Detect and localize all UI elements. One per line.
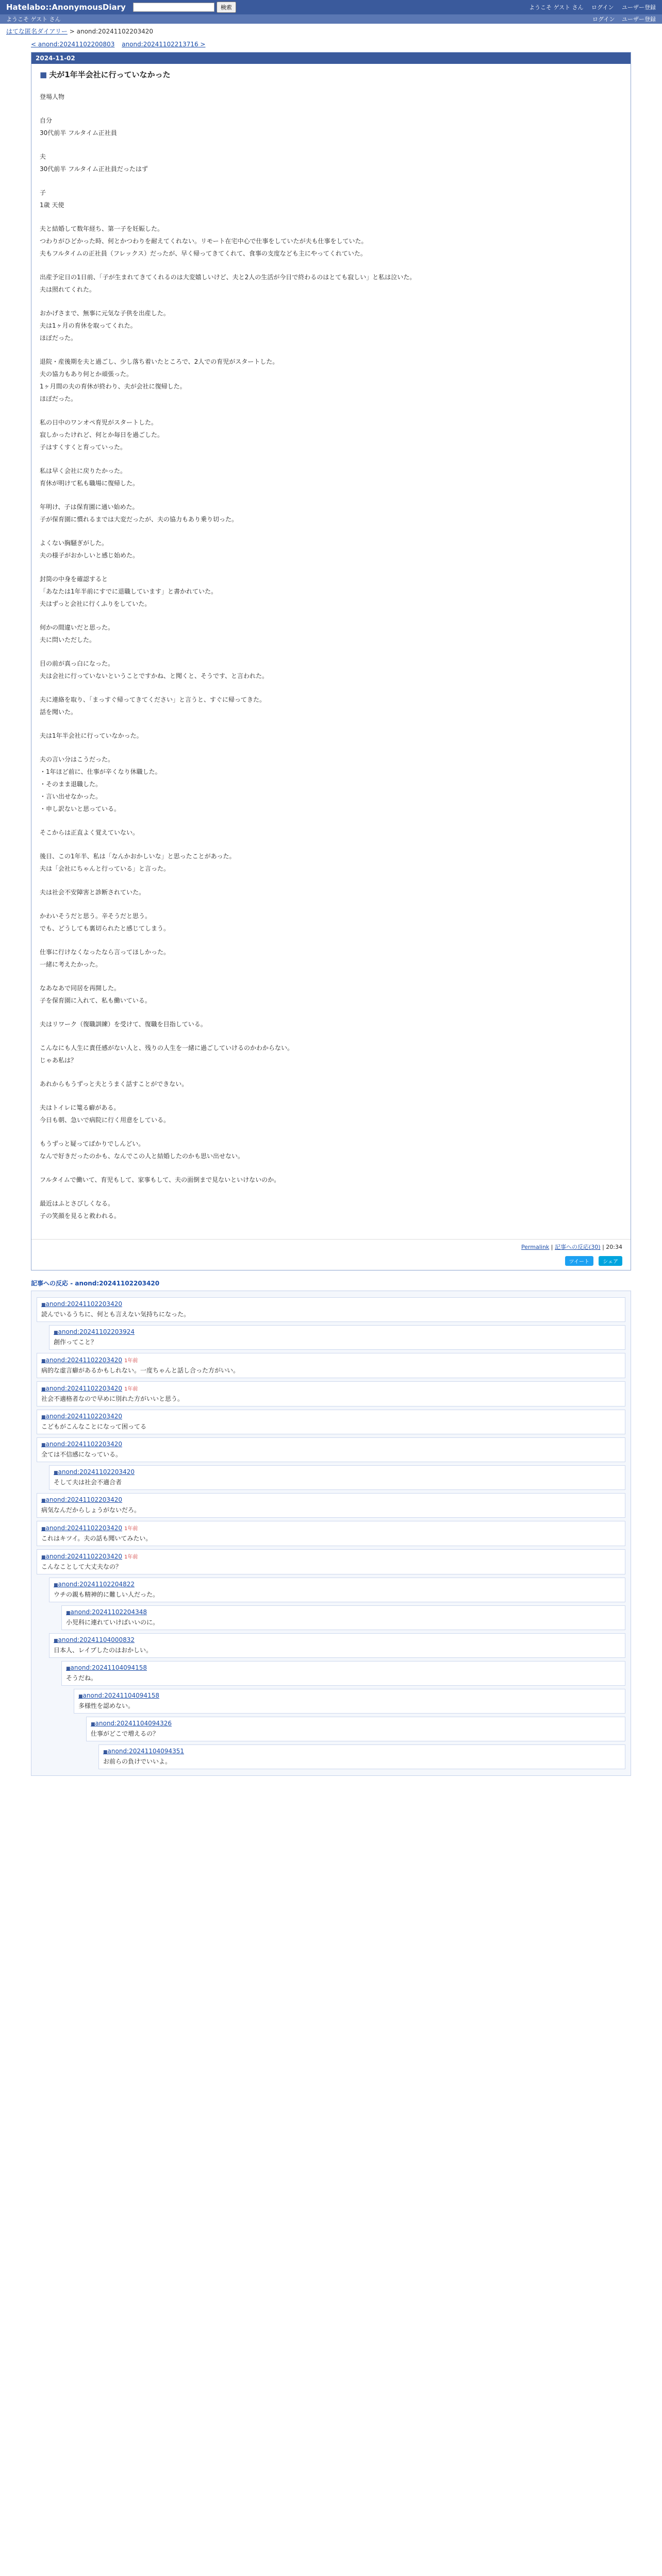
entry-paragraph: [40, 466, 622, 488]
header-links: [523, 3, 656, 11]
entry-paragraph: [40, 309, 622, 343]
breadcrumb: [0, 24, 662, 39]
share-buttons: [31, 1254, 631, 1270]
comment-item: [86, 1717, 625, 1741]
trackback-link[interactable]: 記事への反応(30): [555, 1244, 601, 1250]
header-link-register[interactable]: ユーザー登録: [622, 4, 656, 11]
entry-line: 夫に連絡を取り、「まっすぐ帰ってきてください」と言うと、すぐに帰ってきた。: [40, 696, 266, 703]
entry-line: つわりがひどかった時、何とかつわりを耐えてくれない。リモート在宅中心で仕事をしていたが夫も仕事をしていた。: [40, 238, 368, 245]
entry-line: 登場人物: [40, 93, 65, 100]
comment-id-link[interactable]: ■ anond:20241102204348: [66, 1608, 147, 1616]
entry-line: なんで好きだったのかも、なんでこの人と結婚したのかも思い出せない。: [40, 1153, 244, 1160]
search-button[interactable]: 検索: [217, 2, 236, 13]
entry-line: ・そのまま退職した。: [40, 781, 102, 788]
main-content: [31, 39, 631, 1270]
comment-item: [98, 1744, 625, 1769]
comment-text: こんなことして大丈夫なの？: [41, 1563, 122, 1570]
search-input[interactable]: [133, 3, 214, 12]
comment-text: 仕事がどこで増えるの？: [91, 1730, 159, 1737]
entry-line: 「あなたは1年半前にすでに退職しています」と書かれていた。: [40, 588, 217, 595]
entry-line: 夫は照れてくれた。: [40, 286, 96, 293]
entry-line: 何かの間違いだと思った。: [40, 624, 114, 631]
entry-line: そこからは正直よく覚えていない。: [40, 829, 139, 836]
entry-paragraph: [40, 116, 622, 138]
title-square-icon: ■: [40, 70, 47, 79]
entry-line: 夫は社会不安障害と診断されていた。: [40, 889, 145, 896]
entry-paragraph: [40, 1043, 622, 1065]
comment-item: [37, 1521, 625, 1546]
comment-text: 日本人、レイプしたのはおかしい。: [54, 1647, 153, 1654]
comment-text: こどもがこんなことになって困ってる: [41, 1423, 147, 1430]
entry-line: 30代前半 フルタイム正社員: [40, 129, 117, 137]
entry-paragraph: [40, 755, 622, 814]
entry-line: ・1年ほど前に、仕事が辛くなり休職した。: [40, 768, 161, 775]
entry-line: こんなにも人生に責任感がない人と、残りの人生を一緒に過ごしていけるのかわからない。: [40, 1044, 294, 1052]
entry-paragraph: [40, 538, 622, 560]
comment-text: 病的な虚言癖があるかもしれない。一度ちゃんと話し合った方がいい。: [41, 1367, 240, 1374]
entry-line: 育休が明けて私も職場に復帰した。: [40, 480, 139, 487]
entry-line: 夫の様子がおかしいと感じ始めた。: [40, 552, 139, 559]
comment-text: 読んでいるうちに、何とも言えない気持ちになった。: [41, 1311, 190, 1318]
comment-id-link[interactable]: ■ anond:20241102203420: [41, 1385, 122, 1392]
comment-id-link[interactable]: ■ anond:20241102203420: [54, 1468, 135, 1476]
entry-line: 話を聞いた。: [40, 708, 77, 716]
next-entry-link[interactable]: anond:20241102213716 >: [122, 41, 206, 48]
entry-paragraph: [40, 188, 622, 210]
entry-line: 目の前が真っ白になった。: [40, 660, 114, 667]
comment-item: [37, 1381, 625, 1406]
entry-line: 出産予定日の1日前、「子が生まれてきてくれるのは大変嬉しいけど、夫と2人の生活が今日で終わるのはとても寂しい」と私は泣いた。: [40, 274, 416, 281]
permalink-link[interactable]: Permalink: [521, 1244, 550, 1250]
tweet-button[interactable]: ツイート: [565, 1256, 594, 1266]
comment-text: 社会不適格者なので早めに別れた方がいいと思う。: [41, 1395, 184, 1402]
sub-bar: [0, 14, 662, 24]
entry-line: 1歳 天使: [40, 201, 64, 209]
comment-id-link[interactable]: ■ anond:20241102203420: [41, 1496, 122, 1503]
entry-paragraph: [40, 224, 622, 258]
entry-paragraph: [40, 1103, 622, 1125]
comment-text: 病気なんだからしょうがないだろ。: [41, 1506, 141, 1514]
subbar-login[interactable]: ログイン: [592, 16, 615, 23]
entry-paragraphs: [40, 92, 622, 1221]
comment-item: [37, 1437, 625, 1462]
comment-item: [49, 1633, 625, 1658]
comment-text: 多様性を認めない。: [78, 1702, 135, 1709]
comment-text: これはキツイ。夫の話も聞いてみたい。: [41, 1535, 152, 1542]
entry-paragraph: [40, 852, 622, 873]
comment-text: ウチの親も精神的に難しい人だった。: [54, 1591, 159, 1598]
comment-id-link[interactable]: ■ anond:20241104094326: [91, 1720, 172, 1727]
comment-id-link[interactable]: ■ anond:20241102203420: [41, 1440, 122, 1448]
entry-line: おかげさまで、無事に元気な子供を出産した。: [40, 310, 170, 317]
comment-text: 創作ってこと？: [54, 1338, 97, 1346]
comment-badge: 1年前: [124, 1554, 138, 1560]
entry-line: ・言い出せなかった。: [40, 793, 102, 800]
entry-line: フルタイムで働いて、育児もして、家事もして、夫の面倒まで見ないといけないのか。: [40, 1176, 280, 1183]
entry-paragraph: [40, 1199, 622, 1221]
entry-line: 夫に問いただした。: [40, 636, 96, 643]
entry-paragraph: [40, 273, 622, 294]
diary-entry: [31, 52, 631, 1270]
comments-heading-sep: -: [68, 1280, 75, 1287]
entry-line: 夫は1年半会社に行っていなかった。: [40, 732, 143, 739]
prev-next-nav: [31, 39, 631, 52]
comment-item: [74, 1689, 625, 1714]
entry-line: ほぼだった。: [40, 334, 77, 342]
entry-line: 封筒の中身を確認すると: [40, 575, 108, 583]
comment-id-link[interactable]: ■ anond:20241102203420: [41, 1413, 122, 1420]
site-logo[interactable]: Hatelabo::AnonymousDiary: [6, 3, 126, 12]
entry-line: 30代前半 フルタイム正社員だったはず: [40, 165, 148, 173]
comment-item: [49, 1465, 625, 1490]
comment-text: 小児科に連れていけばいいのに。: [66, 1619, 159, 1626]
entry-paragraph: [40, 984, 622, 1005]
header-link-welcome[interactable]: ようこそ ゲスト さん: [528, 4, 584, 11]
comment-item: [49, 1325, 625, 1350]
entry-paragraph: [40, 731, 622, 740]
comment-id-link[interactable]: ■ anond:20241102203924: [54, 1328, 135, 1335]
comment-item: [37, 1493, 625, 1518]
entry-line: 退院・産後期を夫と過ごし、少し落ち着いたところで、2人での育児がスタートした。: [40, 358, 279, 365]
entry-line: 夫は「会社にちゃんと行っている」と言った。: [40, 865, 170, 872]
comments-list: [31, 1291, 631, 1776]
entry-line: 夫は1ヶ月の育休を取ってくれた。: [40, 322, 137, 329]
site-header: [0, 0, 662, 14]
entry-line: でも、どうしても裏切られたと感じてしまう。: [40, 925, 170, 932]
comment-id-link[interactable]: ■ anond:20241102203420: [41, 1553, 122, 1560]
entry-footer: Permalink | 記事への反応(30) | 20:34: [31, 1239, 631, 1254]
comment-badge: 1年前: [124, 1386, 138, 1392]
comment-item: [49, 1578, 625, 1602]
entry-line: 自分: [40, 117, 53, 124]
breadcrumb-sep: >: [67, 28, 77, 35]
comment-text: そして夫は社会不適合者: [54, 1479, 122, 1486]
comment-item: [37, 1410, 625, 1434]
entry-line: 私の日中のワンオペ育児がスタートした。: [40, 419, 158, 426]
comments-heading: [31, 1279, 631, 1287]
comment-badge: 1年前: [124, 1358, 138, 1364]
entry-paragraph: [40, 92, 622, 101]
comment-id-link[interactable]: ■ anond:20241104094158: [78, 1692, 159, 1699]
comment-item: [61, 1661, 625, 1686]
entry-line: 寂しかったけれど、何とか毎日を過ごした。: [40, 431, 164, 438]
subbar-welcome: ようこそ ゲスト さん: [6, 16, 61, 23]
entry-paragraph: [40, 888, 622, 897]
comments-heading-label: 記事への反応: [31, 1280, 69, 1287]
entry-line: 子が保育園に慣れるまでは大変だったが、夫の協力もあり乗り切った。: [40, 516, 238, 523]
entry-paragraph: [40, 828, 622, 837]
breadcrumb-current: anond:20241102203420: [76, 28, 154, 35]
comment-text: 全ては不信感になっている。: [41, 1451, 122, 1458]
breadcrumb-home[interactable]: はてな匿名ダイアリー: [6, 28, 68, 35]
comment-text: お前らの負けでいいよ。: [103, 1758, 172, 1765]
entry-paragraph: [40, 1079, 622, 1089]
entry-paragraph: [40, 1020, 622, 1029]
entry-line: 夫はリワーク（復職訓練）を受けて、復職を目指している。: [40, 1021, 207, 1028]
entry-line: 子の笑顔を見ると救われる。: [40, 1212, 121, 1219]
entry-line: 夫の言い分はこうだった。: [40, 756, 114, 763]
entry-line: 後日、この1年半、私は「なんかおかしいな」と思ったことがあった。: [40, 853, 236, 860]
entry-line: もうずっと疑ってばかりでしんどい。: [40, 1140, 145, 1147]
entry-paragraph: [40, 1139, 622, 1161]
comment-id-link[interactable]: ■ anond:20241104000832: [54, 1636, 135, 1643]
entry-paragraph: [40, 357, 622, 403]
entry-paragraph: [40, 152, 622, 174]
entry-paragraph: [40, 574, 622, 608]
entry-line: ・申し訳ないと思っている。: [40, 805, 121, 812]
comment-item: [37, 1549, 625, 1574]
entry-line: ほぼだった。: [40, 395, 77, 402]
subbar-register[interactable]: ユーザー登録: [622, 16, 656, 23]
entry-line: 私は早く会社に戻りたかった。: [40, 467, 127, 474]
entry-line: 年明け、子は保育園に通い始めた。: [40, 503, 139, 511]
entry-paragraph: [40, 695, 622, 717]
comment-id-link[interactable]: ■ anond:20241104094351: [103, 1748, 184, 1755]
entry-line: 夫の協力もあり何とか頑張った。: [40, 370, 133, 378]
entry-date: 2024-11-02: [31, 53, 631, 64]
comment-id-link[interactable]: ■ anond:20241104094158: [66, 1664, 147, 1671]
prev-entry-link[interactable]: < anond:20241102200803: [31, 41, 115, 48]
entry-paragraph: [40, 659, 622, 681]
entry-line: 一緒に考えたかった。: [40, 961, 102, 968]
header-link-login[interactable]: ログイン: [591, 4, 614, 11]
entry-line: なあなあで同居を再開した。: [40, 985, 121, 992]
comments-heading-target[interactable]: anond:20241102203420: [75, 1280, 160, 1287]
entry-line: 仕事に行けなくなったなら言ってほしかった。: [40, 948, 170, 956]
entry-line: じゃあ私は？: [40, 1057, 77, 1064]
entry-line: 子: [40, 189, 46, 196]
entry-line: 子はすくすくと育っていった。: [40, 444, 127, 451]
entry-paragraph: [40, 623, 622, 645]
entry-line: 夫もフルタイムの正社員（フレックス）だったが、早く帰ってきてくれて、食事の支度なども主にやってくれていた。: [40, 250, 367, 257]
comment-id-link[interactable]: ■ anond:20241102203420: [41, 1300, 122, 1308]
entry-paragraph: [40, 947, 622, 969]
entry-line: あれからもうずっと夫とうまく話すことができない。: [40, 1080, 188, 1088]
entry-paragraph: [40, 502, 622, 524]
entry-paragraph: [40, 1175, 622, 1184]
comment-item: [37, 1353, 625, 1378]
entry-paragraph: [40, 418, 622, 452]
entry-line: 1ヶ月間の夫の育休が終わり、夫が会社に復帰した。: [40, 383, 186, 390]
entry-line: 子を保育園に入れて、私も働いている。: [40, 997, 151, 1004]
entry-line: かわいそうだと思う。辛そうだと思う。: [40, 912, 152, 920]
entry-line: 夫は会社に行っていないということですかね、と聞くと、そうです、と言われた。: [40, 672, 269, 680]
entry-line: 夫と結婚して数年経ち、第一子を妊娠した。: [40, 225, 164, 232]
entry-paragraph: [40, 911, 622, 933]
hatena-share-button[interactable]: シェア: [599, 1256, 622, 1266]
comment-id-link[interactable]: ■ anond:20241102204822: [54, 1581, 135, 1588]
entry-time: 20:34: [606, 1244, 622, 1250]
entry-title-text[interactable]: 夫が1年半会社に行っていなかった: [49, 70, 171, 79]
comment-item: [61, 1605, 625, 1630]
comment-item: [37, 1297, 625, 1322]
entry-line: 今日も朝、急いで病院に行く用意をしている。: [40, 1116, 170, 1124]
entry-line: よくない胸騒ぎがした。: [40, 539, 108, 547]
entry-line: 最近はふとさびしくなる。: [40, 1200, 114, 1207]
entry-line: 夫はずっと会社に行くふりをしていた。: [40, 600, 151, 607]
entry-title: [40, 69, 622, 80]
entry-body: [31, 64, 631, 1239]
entry-line: 夫: [40, 153, 46, 160]
entry-line: 夫はトイレに篭る癖がある。: [40, 1104, 120, 1111]
comment-id-link[interactable]: ■ anond:20241102203420: [41, 1524, 122, 1532]
comment-text: そうだね。: [66, 1674, 97, 1682]
comment-badge: 1年前: [124, 1526, 138, 1532]
comment-id-link[interactable]: ■ anond:20241102203420: [41, 1357, 122, 1364]
